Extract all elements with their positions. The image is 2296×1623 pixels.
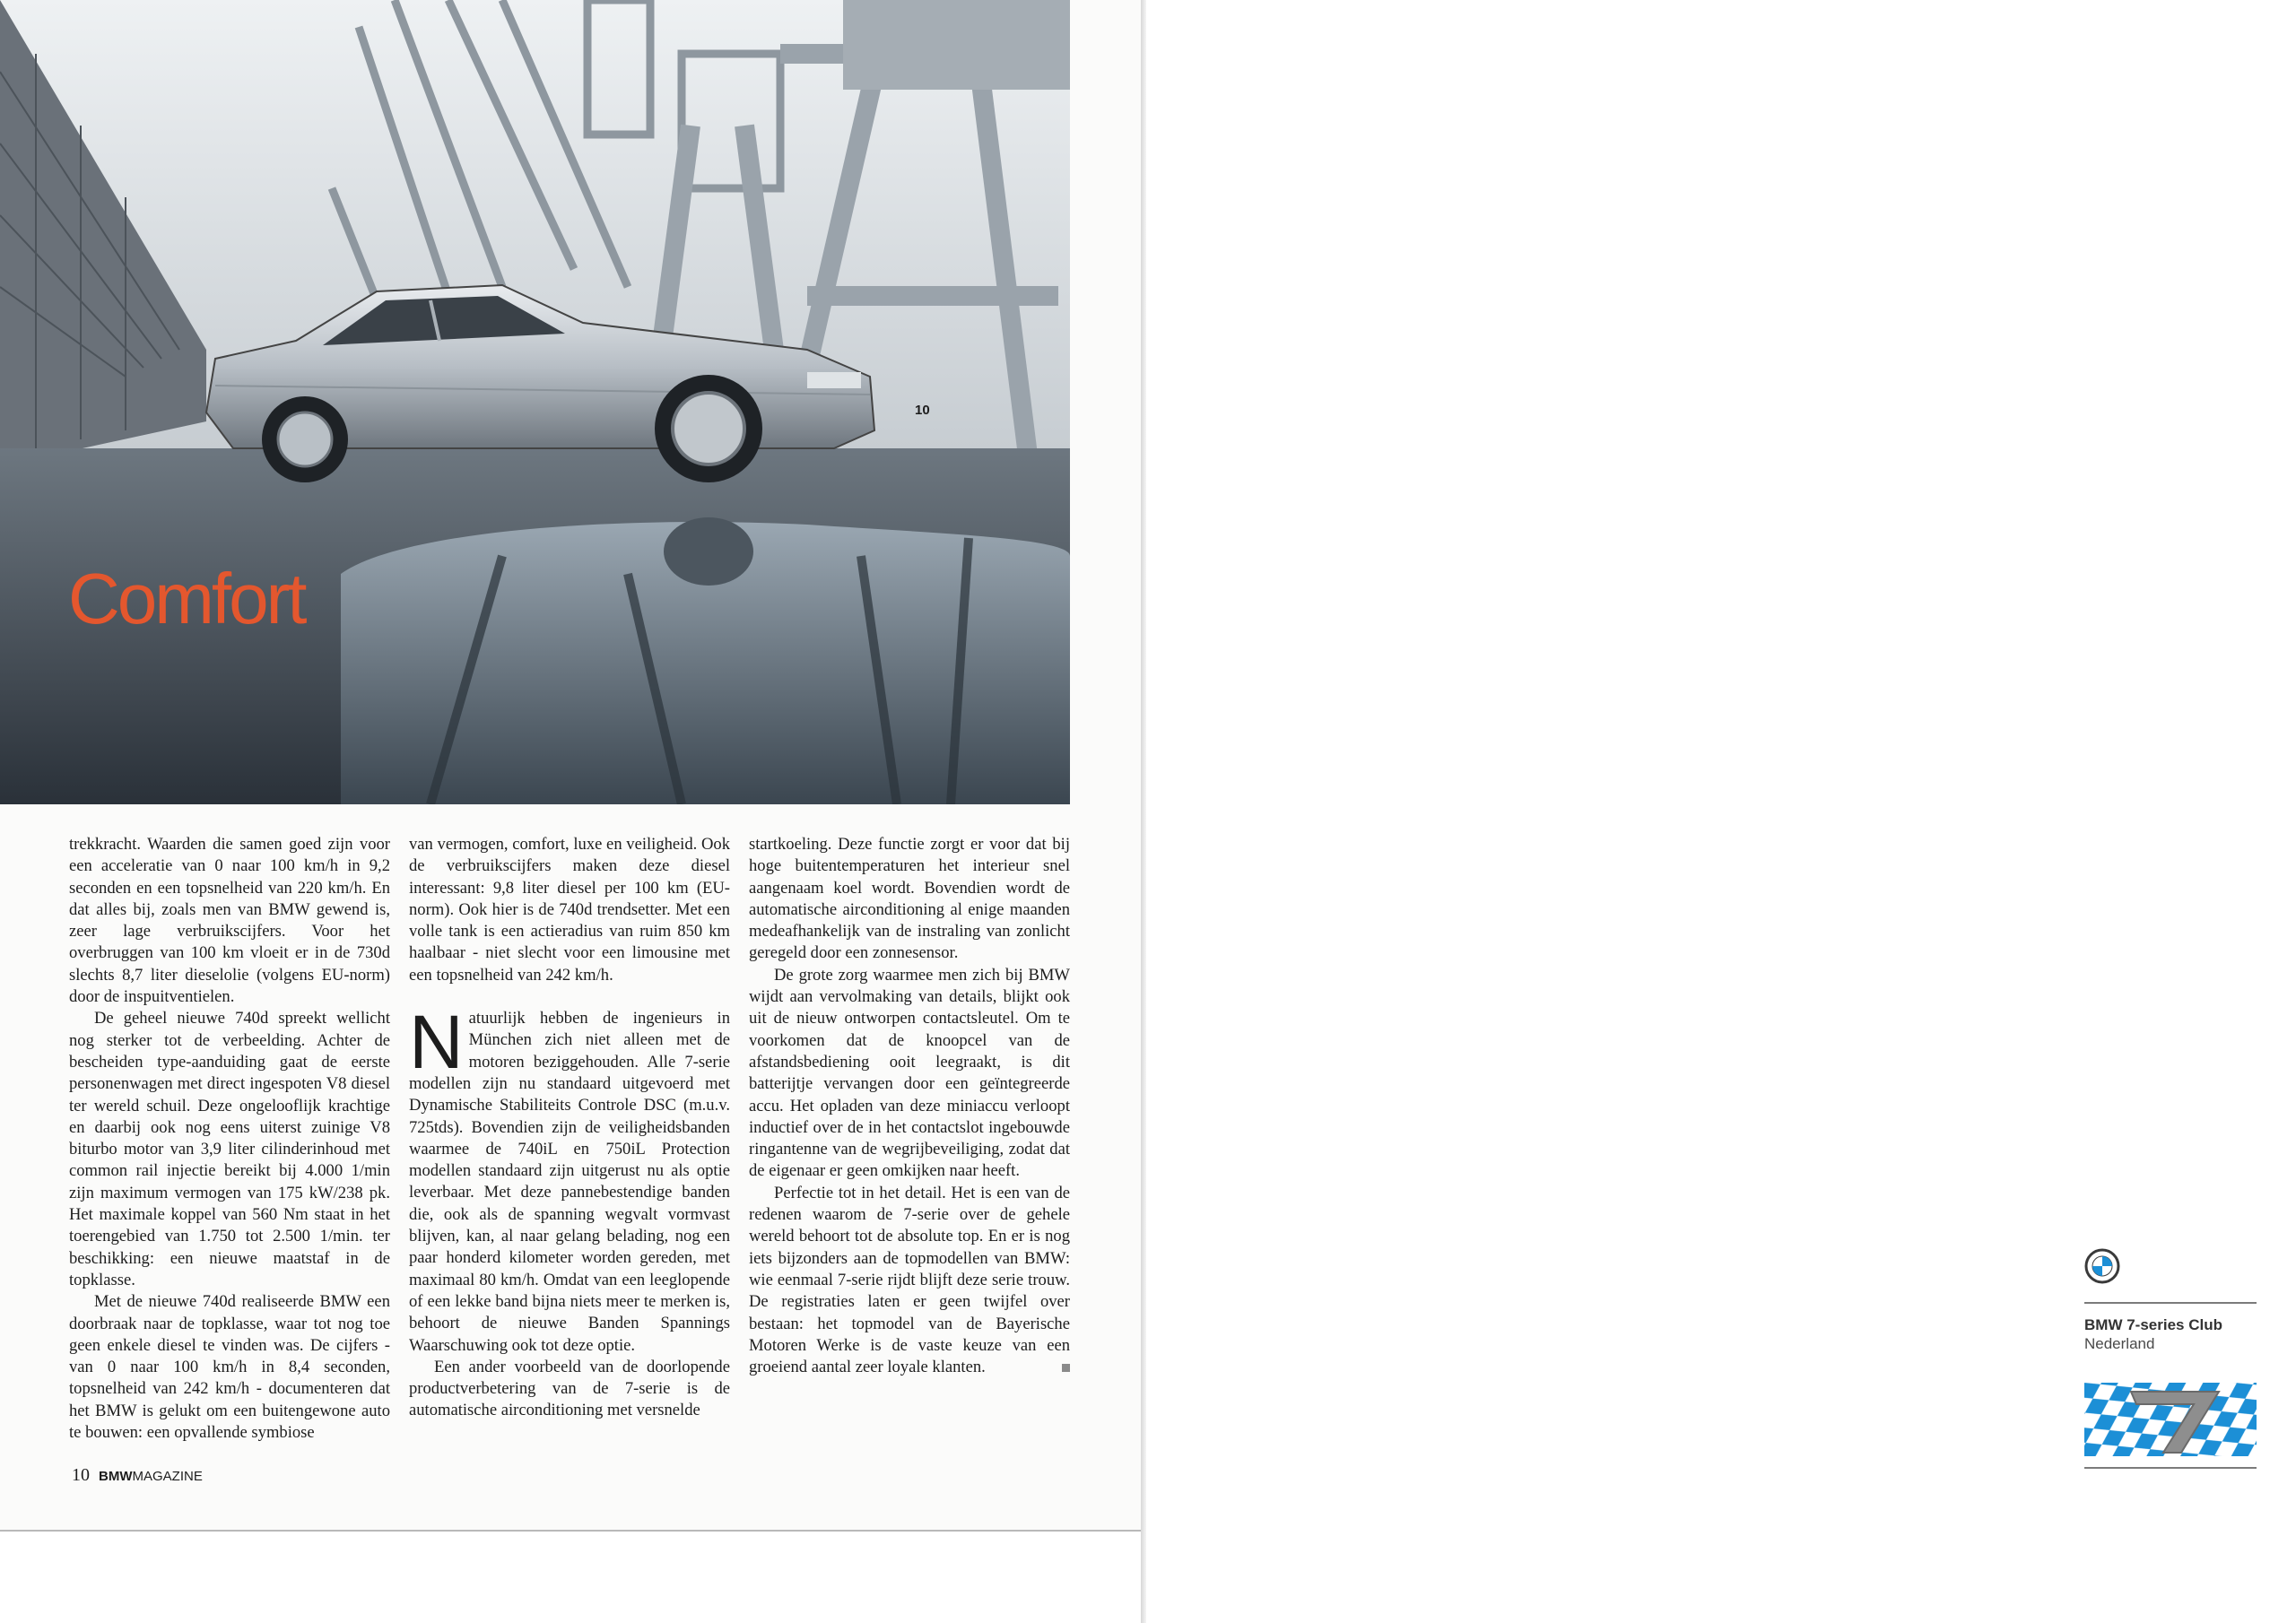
drop-cap: N [409,1000,464,1085]
col3-paragraph: De grote zorg waarmee men zich bij BMW wijdt aan vervolmaking van details, blijkt ook uit de nieuw ontworpen contactsleutel. Om te voorkomen dat de knoopcel van de afstandsbediening ooit leegraakt, is dit batterijtje vervangen door een geïntegreerde accu. Het opladen van deze miniaccu verloopt inductief over de in het contactslot ingebouwde ringantenne van de wegrijbeveiliging, zodat dat de eigenaar er geen omkijken naar heeft. [749,965,1070,1181]
col1-paragraph: De geheel nieuwe 740d spreekt wellicht nog sterker tot de verbeelding. Achter de bescheiden type-aanduiding gaat de eerste personenwagen met direct ingespoten V8 diesel ter wereld schuil. Deze ongelooflijk krachtige en daarbij ook nog eens uiterst zuinige V8 biturbo motor van 3,9 liter cilinderinhoud met common rail injectie bereikt bij 4.000 1/min zijn maximum vermogen van 175 kW/238 pk. Het maximale koppel van 560 Nm staat in het toerengebied van 1.750 tot 2.500 1/min. ter beschikking: een nieuwe maatstaf in de topklasse. [69,1009,390,1289]
col2-intro-paragraph: van vermogen, comfort, luxe en veiligheid. Ook de verbruikscijfers maken deze diesel interessant: 9,8 liter diesel per 100 km (EU-norm). Ook hier is de 740d trendsetter. Met een volle tank is een actieradius van ruim 850 km haalbaar - niet slecht voor een limousine met een topsnelheid van 242 km/h. [409,835,730,985]
club-divider-bottom [2084,1467,2257,1469]
article-column-3 [749,834,1070,1378]
col1-paragraph: Met de nieuwe 740d realiseerde BMW een doorbraak naar de topklasse, waar tot nog toe geen enkele diesel te vinden was. De cijfers - van 0 naar 100 km/h in 8,4 seconden, topsnelheid van 242 km/h - documenteren dat het BMW is gelukt om een buitengewone auto te bouwen: een opvallende symbiose [69,1292,390,1443]
harbor-scene-illustration [0,0,1070,804]
article-column-2 [409,834,730,1422]
magazine-name-bold: BMW [99,1469,133,1484]
page-footer [72,1465,203,1486]
bavarian-seven-flag-icon [2084,1383,2257,1456]
end-of-article-mark [1062,1364,1070,1372]
reflected-wheel [664,517,753,586]
article-column-1 [69,834,390,1444]
magazine-page-left [0,0,1141,1532]
bmw-roundel-icon [2084,1248,2120,1284]
col2-last-paragraph: Een ander voorbeeld van de doorlopende productverbetering van de 7-serie is de automatische airconditioning met versnelde [409,1357,730,1420]
club-name: BMW 7-series Club [2084,1316,2222,1333]
col3-paragraph: startkoeling. Deze functie zorgt er voor dat bij hoge buitentemperaturen het interieur snel aangenaam koel wordt. Bovendien wordt de automatische airconditioning al enige maanden medeafhankelijk van de instraling van zonlicht geregeld door een zonnesensor. [749,835,1070,963]
page-number: 10 [72,1465,90,1485]
scan-spine-shadow [1141,0,1146,1623]
page-edge-line [0,1530,1143,1532]
article-headline: Comfort [68,559,305,638]
col2-section-paragraph [409,1000,730,1357]
magazine-name-light: MAGAZINE [132,1469,203,1484]
club-divider-top [2084,1302,2257,1304]
crane-number-label: 10 [915,403,930,418]
club-country: Nederland [2084,1335,2155,1352]
col3-paragraph [749,1183,1070,1379]
col3-final-text: Perfectie tot in het detail. Het is een van de redenen waarom de 7-serie over de gehele wereld behoort tot de absolute top. En er is nog iets bijzonders aan de topmodellen van BMW: wie eenmaal 7-serie rijdt blijft deze serie trouw. De registraties laten er geen twijfel over bestaan: het topmodel van de Bayerische Motoren Werke is de vaste keuze van een groeiend aantal zeer loyale klanten. [749,1183,1070,1377]
crane-cabin [843,0,1070,90]
col2-section-text: atuurlijk hebben de ingenieurs in München zich niet alleen met de motoren beziggehouden. Alle 7-serie modellen zijn nu standaard uitgevoerd met Dynamische Stabiliteits Controle DSC (m.u.v. 725tds). Bovendien zijn de veiligheidsbanden waarmee de 740iL en 750iL Protection modellen standaard zijn uitgerust nu als optie leverbaar. Met deze pannebestendige banden die, ook als de spanning wegvalt vormvast blijven, kan, al naar gelang belading, nog een paar honderd kilometer worden gereden, met maximaal 80 km/h. Omdat van een leeglopende of een lekke band bijna niets meer te merken is, behoort de nieuwe Banden Spannings Waarschuwing ook tot deze optie. [409,1009,730,1355]
col1-paragraph: trekkracht. Waarden die samen goed zijn voor een acceleratie van 0 naar 100 km/h in 9,2 seconden en een topsnelheid van 220 km/h. En dat alles bij, zoals men van BMW gewend is, zeer lage verbruikscijfers. Voor het overbruggen van 100 km vloeit er in de 730d slechts 8,7 liter dieselolie (volgens EU-norm) door de inspuitventielen. [69,835,390,1007]
article-photo-bmw-7-series-at-harbor [0,0,1070,804]
